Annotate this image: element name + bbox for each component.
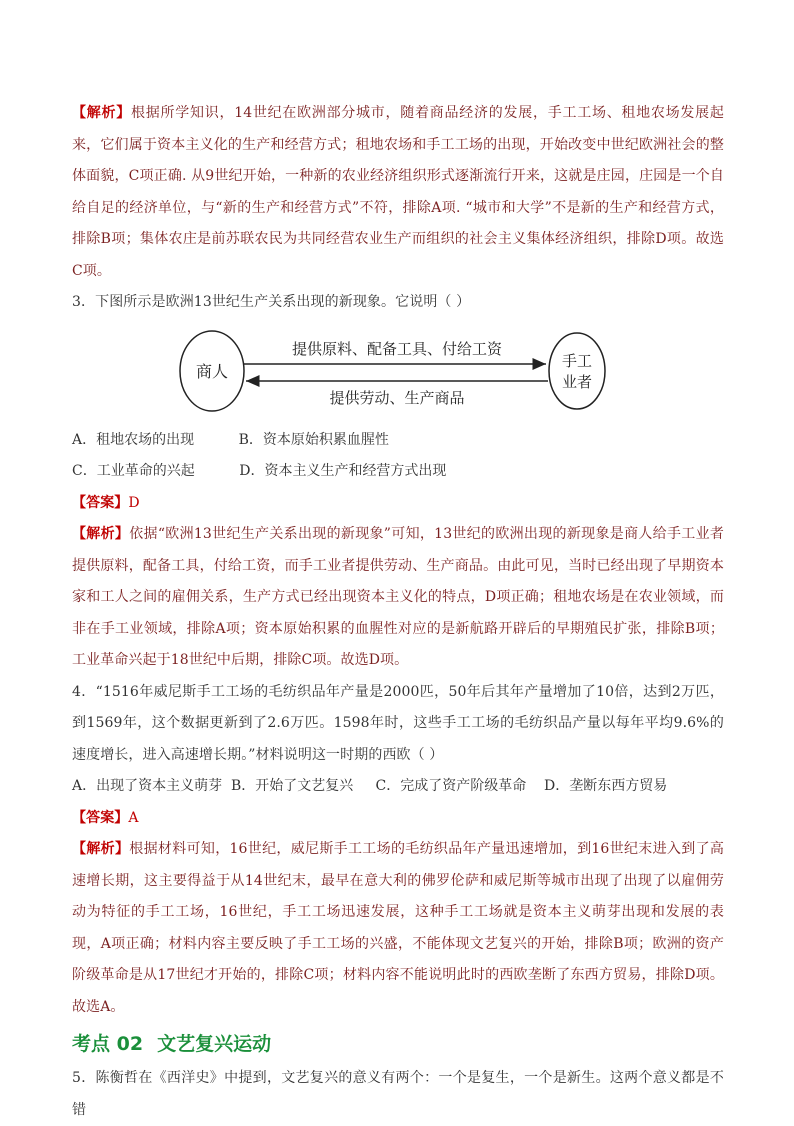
- section-heading: [72, 1027, 724, 1061]
- section-number: 考点 02: [72, 1033, 144, 1055]
- q3-options-row2: C．工业革命的兴起 D．资本主义生产和经营方式出现: [72, 463, 447, 479]
- explanation-tag: 【解析】: [72, 841, 130, 857]
- bottom-arrow-label: 提供劳动、生产商品: [329, 388, 465, 407]
- answer-tag: 【答案】: [72, 809, 129, 826]
- q3-options-row1: A．租地农场的出现 B．资本原始积累血腥性: [72, 431, 389, 448]
- explanation-tag: 【解析】: [72, 105, 131, 121]
- q3-answer: [72, 488, 724, 520]
- q2-explanation: [72, 98, 724, 287]
- q5-stem: 5．陈衡哲在《西洋史》中提到，文艺复兴的意义有两个：一个是复生，一个是新生。这两个意义都是不错: [72, 1070, 724, 1118]
- craftsman-label-line1: 手工: [561, 351, 593, 370]
- q4-answer: [72, 803, 724, 835]
- craftsman-circle: [549, 333, 605, 409]
- relation-diagram: [72, 321, 724, 421]
- q3-explanation: [72, 519, 724, 677]
- answer-value: A: [128, 809, 139, 826]
- explanation-text: 根据材料可知，16世纪，威尼斯手工工场的毛纺织品年产量迅速增加，到16世纪末进入到了高速增长期，这主要得益于从14世纪末，最早在意大利的佛罗伦萨和威尼斯等城市出现了出现了以雇佣劳动为特征的手工工场，16世纪，手工工场迅速发展，这种手工工场就是资本主义萌芽出现和发展的表现，A项正确；材料内容主要反映了手工工场的兴盛，不能体现文艺复兴的开始，排除B项；欧洲的资产阶级革命是从17世纪才开始的，排除C项；材料内容不能说明此时的西欧垄断了东西方贸易，排除D项。故选A。: [72, 841, 724, 1015]
- top-arrow-label: 提供原料、配备工具、付给工资: [291, 339, 503, 358]
- explanation-text: 依据“欧洲13世纪生产关系出现的新现象”可知，13世纪的欧洲出现的新现象是商人给手工业者提供原料，配备工具，付给工资，而手工业者提供劳动、生产商品。由此可见，当时已经出现了早期资本家和工人之间的雇佣关系，生产方式已经出现资本主义化的特点，D项正确；租地农场是在农业领域，而非在手工业领域，排除A项；资本原始积累的血腥性对应的是新航路开辟后的早期殖民扩张，排除B项；工业革命兴起于18世纪中后期，排除C项。故选D项。: [72, 526, 725, 668]
- document-page: [72, 98, 724, 1126]
- q4-stem: 4．“1516年威尼斯手工工场的毛纺织品年产量是2000匹，50年后其年产量增加了10倍，达到2万匹，到1569年，这个数据更新到了2.6万匹。1598年时，这些手工工场的毛纺织品产量以每年平均9.6%的速度增长，进入高速增长期。”材料说明这一时期的西欧（ ）: [72, 683, 724, 763]
- craftsman-label-line2: 业者: [561, 372, 593, 391]
- merchant-label: 商人: [195, 361, 229, 381]
- answer-value: D: [128, 494, 140, 511]
- q4-explanation: [72, 834, 724, 1023]
- answer-tag: 【答案】: [72, 494, 129, 511]
- section-title: 文艺复兴运动: [157, 1033, 272, 1055]
- explanation-text: 根据所学知识，14世纪在欧洲部分城市，随着商品经济的发展，手工工场、租地农场发展起来，它们属于资本主义化的生产和经营方式；租地农场和手工工场的出现，开始改变中世纪欧洲社会的整体面貌，C项正确. 从9世纪开始，一种新的农业经济组织形式逐渐流行开来，这就是庄园，庄园是一个自给自足的经济单位，与“新的生产和经营方式”不符，排除A项. “城市和大学”不是新的生产和经营方式，排除B项；集体农庄是前苏联农民为共同经营农业生产而组织的社会主义集体经济组织，排除D项。故选C项。: [72, 105, 724, 279]
- q3-diagram: [72, 321, 724, 421]
- explanation-tag: 【解析】: [72, 526, 130, 542]
- q3-stem: 3．下图所示是欧洲13世纪生产关系出现的新现象。它说明（ ）: [72, 294, 471, 310]
- q4-options: A．出现了资本主义萌芽 B．开始了文艺复兴 C．完成了资产阶级革命 D．垄断东西方贸易: [72, 778, 668, 794]
